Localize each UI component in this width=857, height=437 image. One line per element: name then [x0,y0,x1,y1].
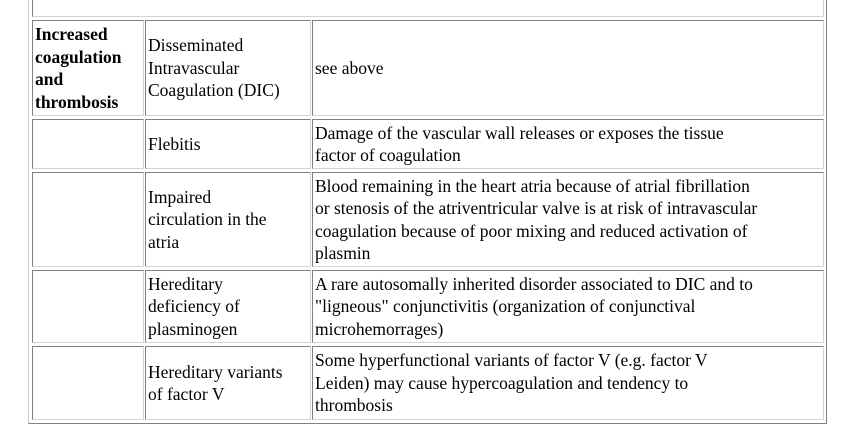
mechanism-line: coagulation because of poor mixing and reduced activation of [315,220,748,241]
category-line: thrombosis [35,91,119,112]
mechanism-line: microhemorrages) [315,318,444,339]
category-cell-empty [32,346,144,420]
mechanism-cell-atria [312,172,824,267]
cause-line: atria [148,231,180,252]
cause-cell-dic [145,20,311,116]
cause-line: of factor V [148,384,225,404]
mechanism-cell-flebitis [312,119,824,169]
cause-line: Flebitis [148,133,201,154]
mechanism-line: plasmin [315,243,371,263]
mechanism-cell-factor-v [312,346,824,420]
mechanism-cell-dic [312,20,824,116]
cause-cell-atria [145,172,311,267]
mechanism-line: or stenosis of the atriventricular valve is at risk of intravascular [315,198,758,218]
category-line: and [35,69,64,89]
cause-line: deficiency of [148,296,240,317]
cause-line: plasminogen [148,318,238,339]
mechanism-line: see above [315,57,384,78]
cause-line: Hereditary [148,273,223,294]
mechanism-line: A rare autosomally inherited disorder associated to DIC and to [315,273,753,294]
category-cell-empty [32,270,144,343]
cause-cell-flebitis [145,119,311,169]
cause-line: Disseminated [148,35,244,56]
mechanism-line: "ligneous" conjunctivitis (organization of conjunctival [315,296,696,317]
cause-cell-factor-v [145,346,311,420]
category-line: Increased [35,24,108,44]
cause-line: Intravascular [148,57,240,78]
table-cell-top-partial [32,0,824,17]
category-cell [32,20,144,116]
mechanism-line: thrombosis [315,395,393,416]
category-cell-empty [32,172,144,267]
mechanism-line: Damage of the vascular wall releases or exposes the tissue [315,122,724,143]
mechanism-line: Leiden) may cause hypercoagulation and tendency to [315,372,689,393]
mechanism-cell-plasminogen [312,270,824,343]
category-line: coagulation [35,46,122,67]
cause-line: circulation in the [148,209,267,230]
mechanism-line: factor of coagulation [315,145,461,165]
cause-line: Hereditary variants [148,361,283,382]
mechanism-line: Blood remaining in the heart atria because of atrial fibrillation [315,175,750,196]
mechanism-line: Some hyperfunctional variants of factor V (e.g. factor V [315,350,708,371]
category-cell-empty [32,119,144,169]
cause-line: Impaired [148,186,212,207]
cause-line: Coagulation (DIC) [148,80,280,101]
cause-cell-plasminogen [145,270,311,343]
